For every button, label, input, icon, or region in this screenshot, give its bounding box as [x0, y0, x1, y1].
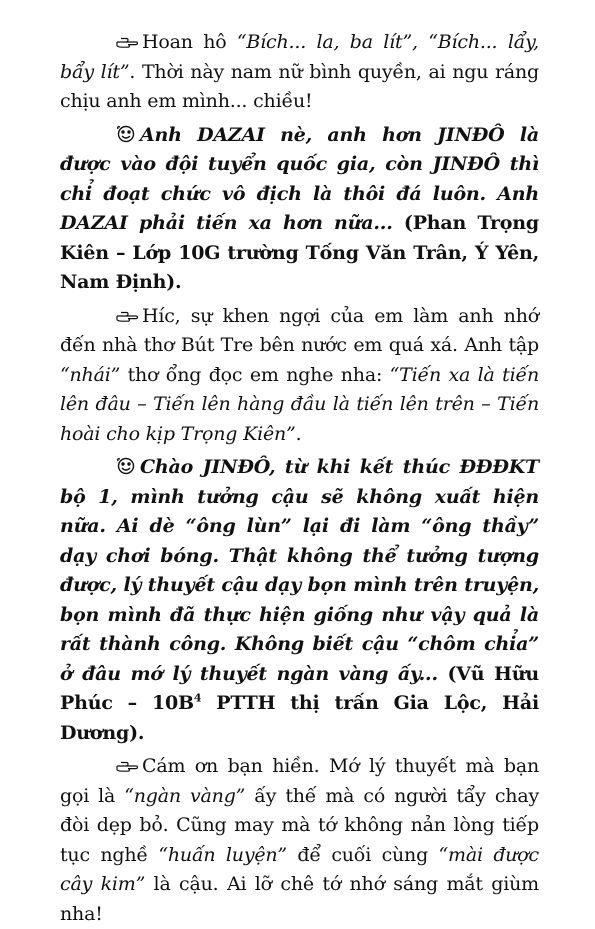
reply-paragraph-1	[60, 28, 539, 117]
question-paragraph-1	[60, 121, 539, 298]
reply-text-lead: Híc, sự khen ngợi của em làm anh nhớ đến nhà thơ Bút Tre bên nước em quá xá. Anh tập	[60, 304, 539, 356]
source-part-a: (Vũ Hữu Phúc – 10B	[60, 662, 539, 714]
speaking-face-icon	[88, 453, 136, 483]
question-paragraph-2	[60, 453, 539, 748]
reply-paragraph-2	[60, 302, 539, 450]
question-text: Chào JINĐÔ, từ khi kết thúc ĐĐĐKT bộ 1, mình tưởng cậu sẽ không xuất hiện nữa. Ai dè “ông lùn” lại đi làm “ông thầy” dạy chơi bóng. Thật không thể tưởng tượng được, lý thuyết cậu dạy bọn mình trên truyện, bọn mình đã thực hiện giống như vậy quả là rất thành công. Không biết cậu “chôm chỉa” ở đâu mớ lý thuyết ngàn vàng ấy...	[60, 456, 539, 685]
reply-text-middle-2: để cuối cùng	[286, 843, 439, 866]
pointing-hand-icon	[88, 302, 138, 332]
reply-italic-poem: “Tiến xa là tiến lên đâu – Tiến lên hàng đầu là tiến lên trên – Tiến hoài cho kịp Trọng Kiên”	[60, 363, 539, 445]
reply-text-middle: thơ ổng đọc em nghe nha:	[120, 363, 390, 386]
pointing-hand-icon	[88, 28, 138, 58]
reply-text-lead: Cám ơn bạn hiền. Mớ lý thuyết mà bạn gọi là	[60, 755, 539, 807]
pointing-hand-icon	[88, 752, 138, 782]
reply-paragraph-3	[60, 752, 539, 929]
reply-text-tail: . Thời này nam nữ bình quyền, ai ngu ráng chịu anh em mình... chiều!	[60, 60, 539, 112]
reply-text-lead: Hoan hô	[142, 31, 237, 53]
speaking-face-icon	[88, 121, 136, 151]
reply-italic-word-1: “ngàn vàng”	[124, 784, 246, 807]
reply-italic-quote: “Bích... la, ba lít”, “Bích... lẩy, bẩy lít”	[60, 31, 539, 83]
question-source: (Phan Trọng Kiên – Lớp 10G trường Tống Văn Trân, Ý Yên, Nam Định).	[60, 212, 539, 293]
reply-text-middle: ấy thế mà có người tẩy chay đòi dẹp bỏ. Cũng may mà tớ không nản lòng tiếp tục nghề	[60, 784, 539, 866]
reply-text-tail: là cậu. Ai lỡ chê tớ nhớ sáng mắt giùm nha!	[60, 873, 539, 925]
reply-italic-word-2: “huấn luyện”	[158, 843, 287, 866]
source-superscript: 4	[193, 691, 202, 705]
reply-text-tail: .	[295, 422, 302, 445]
source-part-b: PTTH thị trấn Gia Lộc, Hải Dương).	[60, 692, 539, 744]
reply-italic-word-3: “mài được cây kim”	[60, 843, 539, 895]
question-text: Anh DAZAI nè, anh hơn JINĐÔ là được vào đội tuyển quốc gia, còn JINĐÔ thì chỉ đoạt chức vô địch là thôi đá luôn. Anh DAZAI phải tiến xa hơn nữa...	[60, 123, 539, 234]
reply-italic-word: “nhái”	[60, 363, 121, 386]
